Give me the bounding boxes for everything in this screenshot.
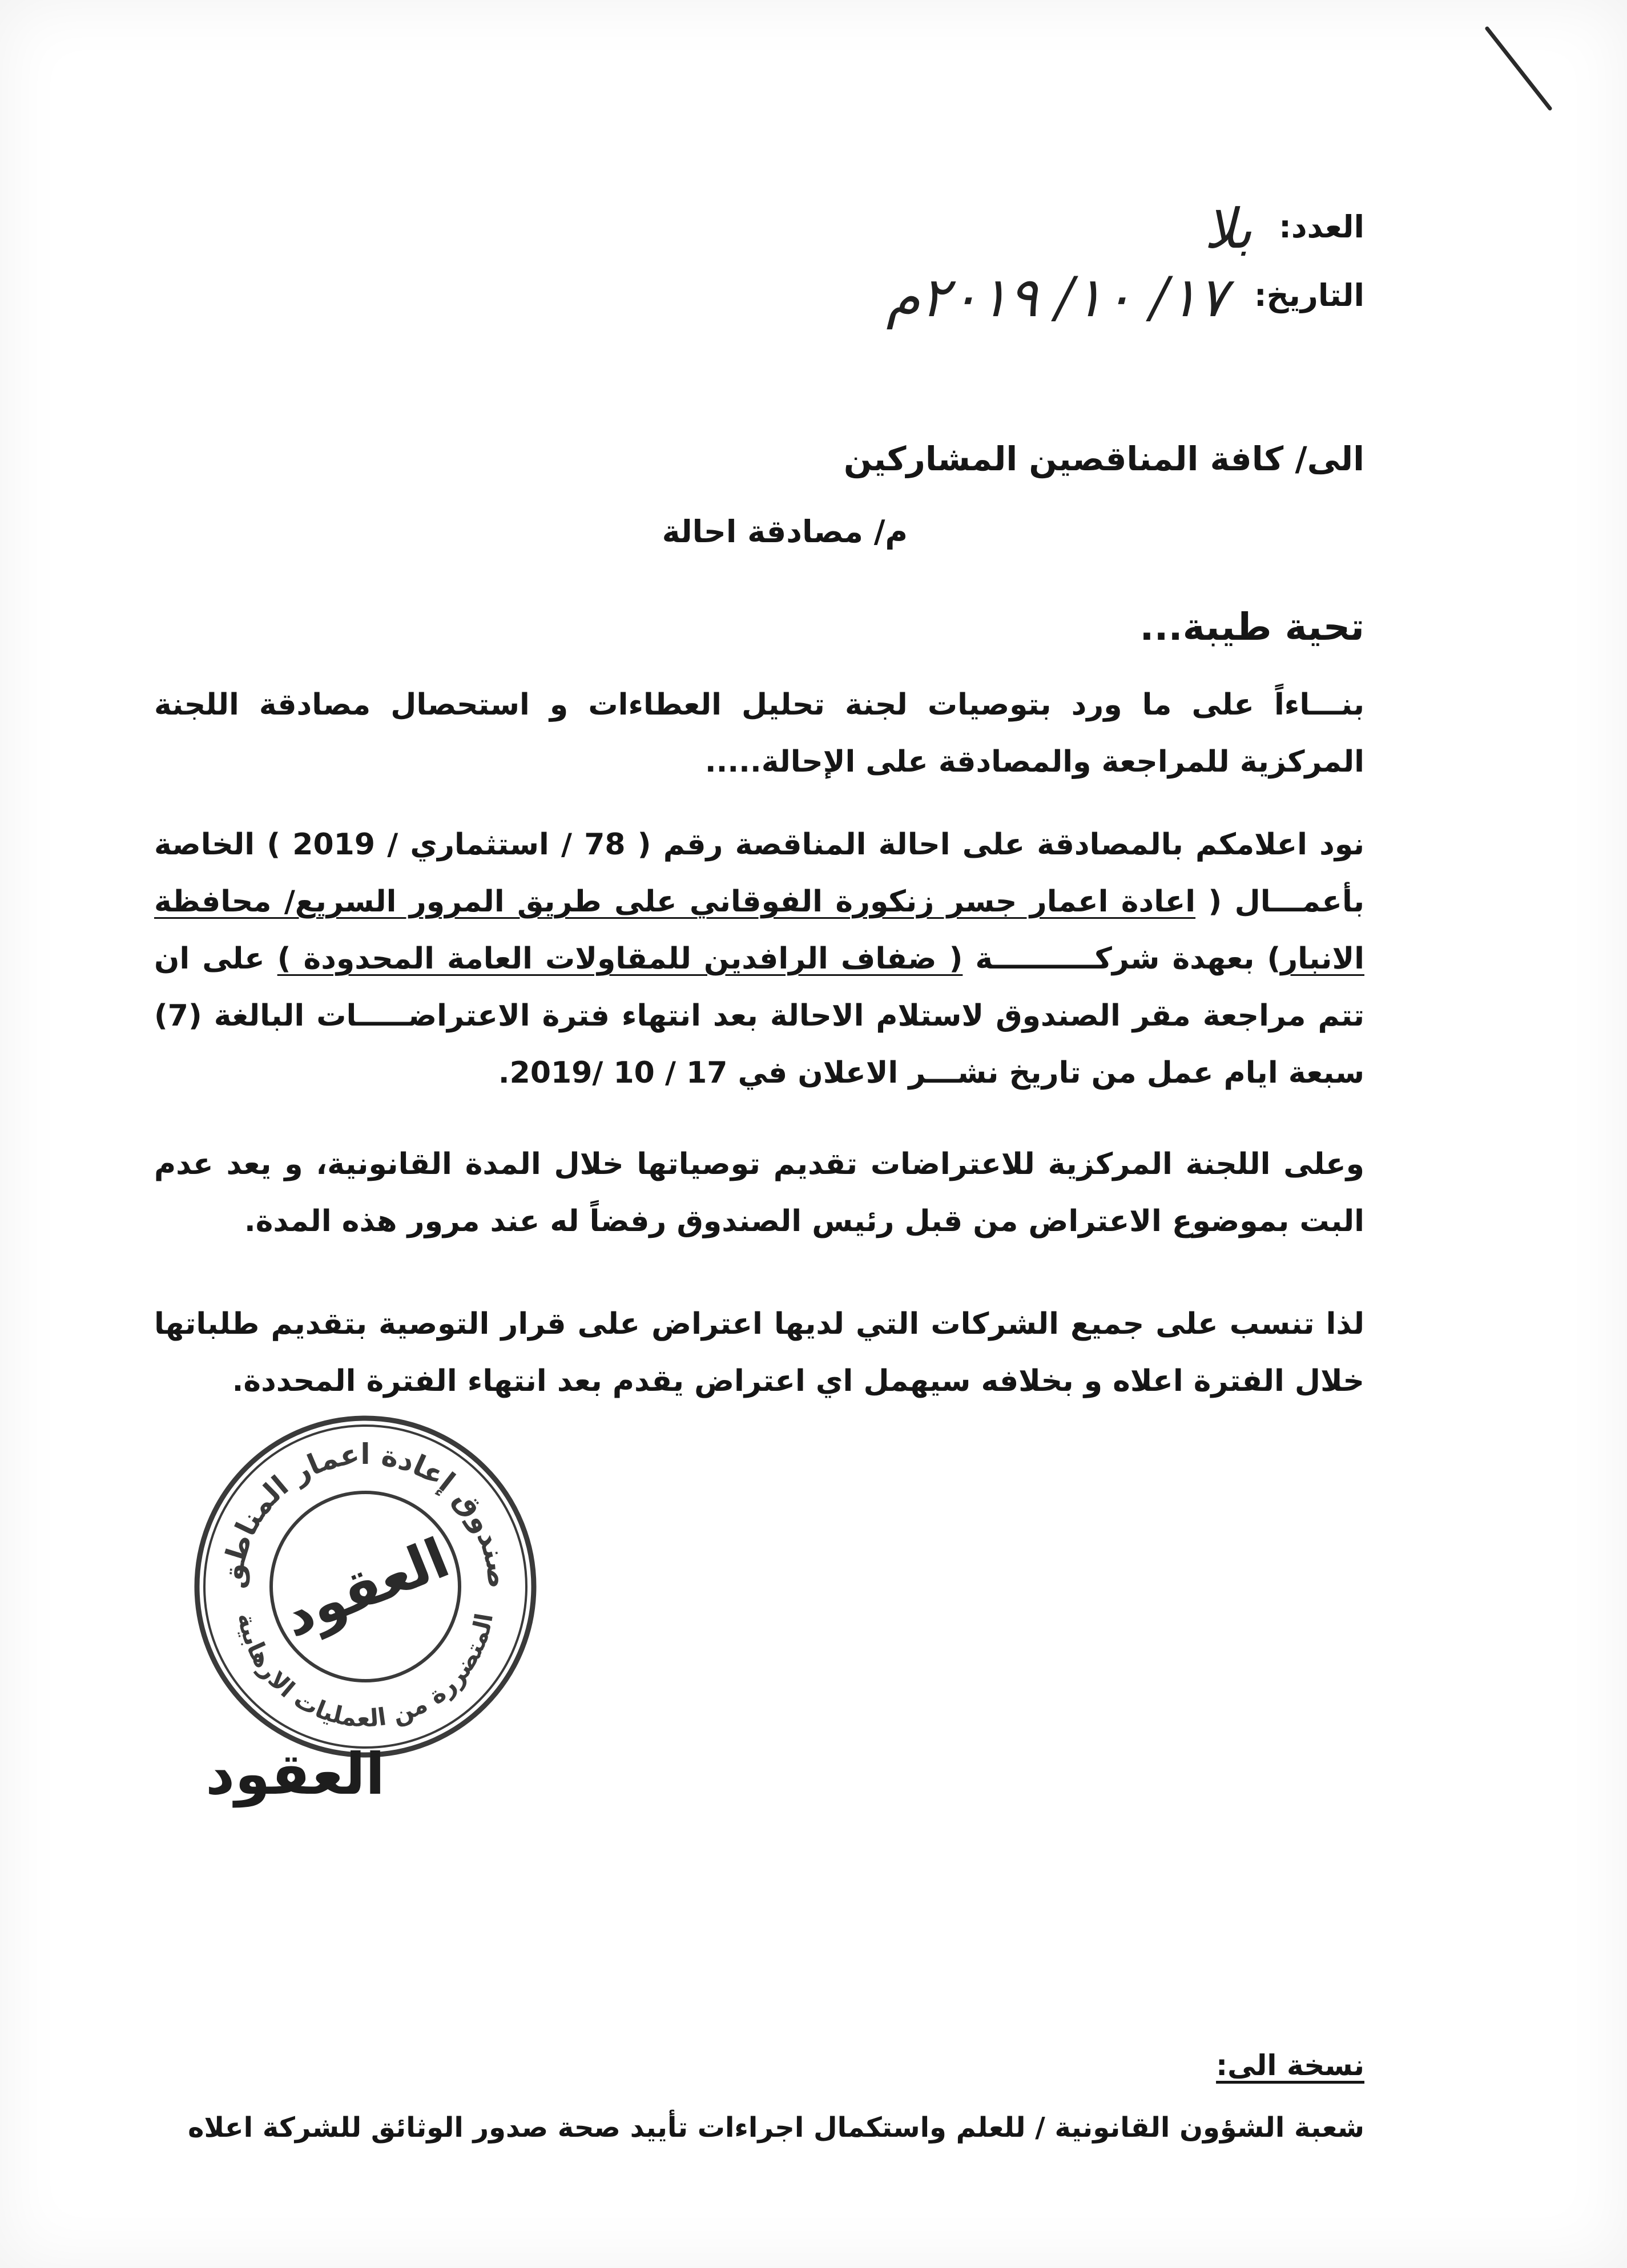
project-name: اعادة اعمار جسر زنكورة الفوقاني على طريق المرور السريع/ محافظة الانبار <box>154 885 1364 976</box>
date-line <box>887 265 1364 329</box>
greeting: تحية طيبة... <box>1139 605 1364 649</box>
date-value: ١٧/ ١٠/ ٢٠١٩م <box>886 265 1228 329</box>
copy-to-label: نسخة الى: <box>1216 2049 1364 2082</box>
paragraph-objections-committee: وعلى اللجنة المركزية للاعتراضات تقديم توصياتها خلال المدة القانونية، و يعد عدم البت بموضوع الاعتراض من قبل رئيس الصندوق رفضاً له عند مرور هذه المدة. <box>154 1147 1364 1238</box>
date-label: التاريخ: <box>1254 277 1364 313</box>
copy-to-recipient: شعبة الشؤون القانونية / للعلم واستكمال اجراءات تأييد صحة صدور الوثائق للشركة اعلاه <box>188 2112 1364 2144</box>
stamp-bottom-text: المتضررة من العمليات الارهابية <box>232 1611 499 1733</box>
reference-number-label: العدد: <box>1279 208 1364 245</box>
stamp-top-text: صندوق إعادة اعمار المناطق <box>216 1437 516 1590</box>
stamp-seal-graphic <box>188 1410 542 1763</box>
award-text-part2: ) بعهدة شركــــــــــة <box>962 942 1281 976</box>
subject-line: م/ مصادقة احالة <box>662 514 908 550</box>
addressee: الى/ كافة المناقصين المشاركين <box>843 439 1364 478</box>
paragraph-objection-deadline: لذا تنسب على جميع الشركات التي لديها اعتراض على قرار التوصية بتقديم طلباتها خلال الفترة اعلاه و بخلافه سيهمل اي اعتراض يقدم بعد انتهاء الفترة المحددة. <box>154 1307 1364 1398</box>
paragraph-intro: بنـــاءاً على ما ورد بتوصيات لجنة تحليل العطاءات و استحصال مصادقة اللجنة المركزية للمراجعة والمصادقة على الإحالة..... <box>154 688 1364 779</box>
pen-stroke-mark <box>1476 23 1567 114</box>
paragraph-award <box>154 816 1364 1101</box>
official-stamp <box>188 1410 542 1763</box>
reference-number-line <box>1204 197 1364 261</box>
department-signature: العقود <box>206 1741 385 1807</box>
svg-text:المتضررة من العمليات الارهابية <box>232 1611 498 1732</box>
reference-number-value: بلا <box>1204 197 1253 261</box>
company-name: ( ضفاف الرافدين للمقاولات العامة المحدودة ) <box>277 942 963 976</box>
award-text-part1: نود اعلامكم بالمصادقة على احالة المناقصة رقم ( 78 / استثماري / 2019 ) الخاصة بأعمـــال ( <box>154 828 1364 919</box>
award-text-part3: على ان تتم مراجعة مقر الصندوق لاستلام الاحالة بعد انتهاء فترة الاعتراضـــــات البالغة (7) سبعة ايام عمل من تاريخ نشـــر الاعلان في 17 / 10 /2019. <box>154 942 1364 1090</box>
stamp-center-text: العقود <box>273 1526 458 1650</box>
